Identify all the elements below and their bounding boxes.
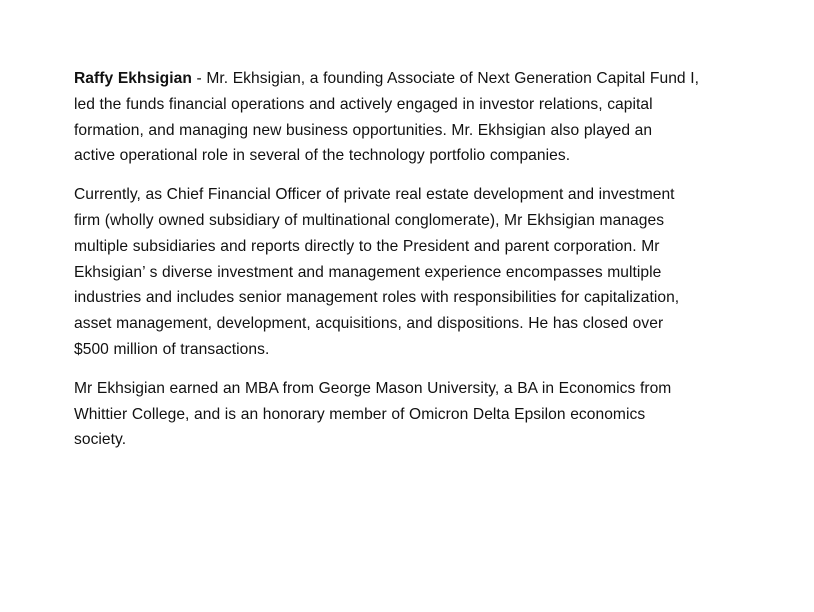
bio-paragraph-current-role: Currently, as Chief Financial Officer of private real estate development and investment firm (wholly owned subsidiary of multinational conglomerate), Mr Ekhsigian manages multiple subsidiaries and reports directly to the President and parent corporation. Mr Ekhsigian’ s diverse investment and management experience encompasses multiple industries and includes senior management roles with responsibilities for capitalization, asset management, development, acquisitions, and dispositions. He has closed over $500 million of transactions. <box>74 186 680 358</box>
person-name: Raffy Ekhsigian <box>74 70 192 87</box>
document-body <box>74 66 744 466</box>
bio-paragraph-intro <box>74 66 744 169</box>
bio-paragraph-education: Mr Ekhsigian earned an MBA from George Mason University, a BA in Economics from Whittier College, and is an honorary member of Omicron Delta Epsilon economics society. <box>74 379 672 449</box>
intro-text: - Mr. Ekhsigian, a founding Associate of Next Generation Capital Fund I, led the funds financial operations and actively engaged in investor relations, capital formation, and managing new business opportunities. Mr. Ekhsigian also played an active operational role in several of the technology portfolio companies. <box>74 70 699 165</box>
